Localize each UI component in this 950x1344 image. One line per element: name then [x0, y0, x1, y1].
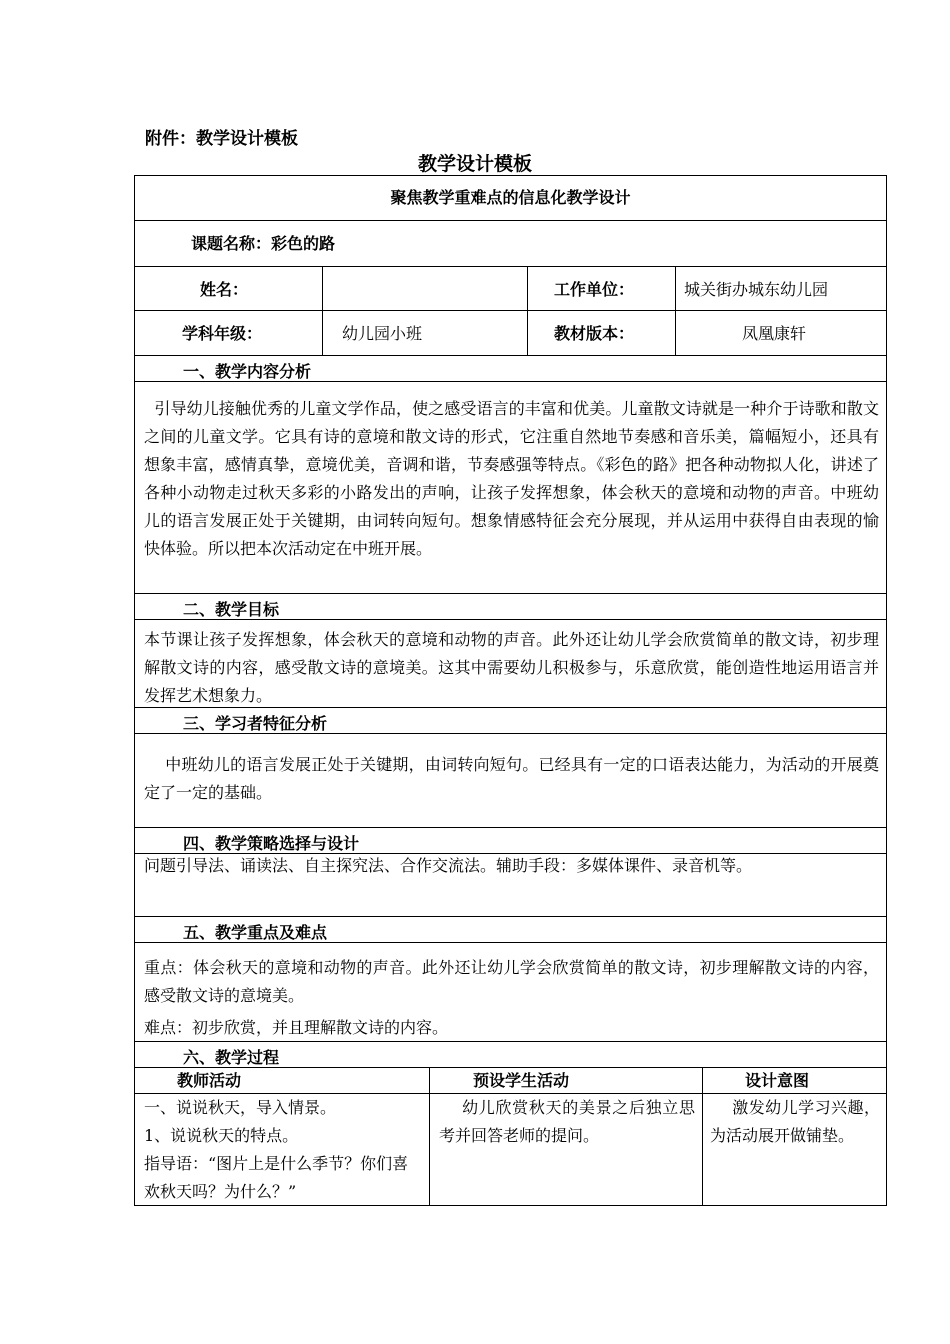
learner-analysis-text: 中班幼儿的语言发展正处于关键期，由词转向短句。已经具有一定的口语表达能力，为活动的开展奠定了一定的基础。: [144, 755, 879, 802]
table-header: 聚焦教学重难点的信息化教学设计: [390, 188, 631, 207]
section-title: 四、教学策略选择与设计: [183, 834, 360, 853]
design-intent-text: 激发幼儿学习兴趣，为活动展开做铺垫。: [710, 1098, 880, 1145]
textbook-value: 凤凰康轩: [742, 324, 807, 343]
column-divider: [675, 266, 676, 355]
section-title: 二、教学目标: [183, 600, 280, 619]
column-header-intent: 设计意图: [745, 1071, 810, 1090]
grade-label: 学科年级：: [182, 324, 263, 343]
work-unit-label: 工作单位：: [554, 280, 635, 299]
name-label: 姓名：: [200, 280, 249, 299]
grade-value: 幼儿园小班: [342, 324, 423, 343]
column-divider: [322, 266, 323, 355]
column-divider: [702, 1067, 703, 1206]
row-divider: [134, 266, 887, 267]
difficult-point-text: 难点：初步欣赏，并且理解散文诗的内容。: [144, 1018, 449, 1037]
key-point-text: 重点：体会秋天的意境和动物的声音。此外还让幼儿学会欣赏简单的散文诗，初步理解散文诗的内容，感受散文诗的意境美。: [144, 958, 879, 1005]
column-divider: [429, 1067, 430, 1206]
content-analysis-text: 引导幼儿接触优秀的儿童文学作品，使之感受语言的丰富和优美。儿童散文诗就是一种介于诗歌和散文之间的儿童文学。它具有诗的意境和散文诗的形式，它注重自然地节奏感和音乐美，篇幅短小，还具有想象丰富，感情真挚，意境优美，音调和谐，节奏感强等特点。《彩色的路》把各种动物拟人化，讲述了各种小动物走过秋天多彩的小路发出的声响，让孩子发挥想象，体会秋天的意境和动物的声音。中班幼儿的语言发展正处于关键期，由词转向短句。想象情感特征会充分展现，并从运用中获得自由表现的愉快体验。所以把本次活动定在中班开展。: [144, 399, 879, 558]
teacher-activity-text: 一、说说秋天，导入情景。 1、说说秋天的特点。 指导语：“图片上是什么季节？你们喜欢秋天吗？为什么？”: [144, 1098, 409, 1201]
textbook-label: 教材版本：: [554, 324, 635, 343]
attachment-label: 附件：教学设计模板: [145, 129, 298, 149]
row-divider: [134, 355, 887, 356]
row-divider: [134, 827, 887, 828]
row-divider: [134, 220, 887, 221]
section-title: 五、教学重点及难点: [183, 923, 328, 942]
row-divider: [134, 916, 887, 917]
row-divider: [134, 310, 887, 311]
work-unit-value: 城关街办城东幼儿园: [684, 280, 829, 299]
course-title: 课题名称：彩色的路: [191, 234, 336, 253]
column-header-teacher: 教师活动: [177, 1071, 242, 1090]
section-title: 三、学习者特征分析: [183, 714, 328, 733]
student-activity-text: 幼儿欣赏秋天的美景之后独立思考并回答老师的提问。: [439, 1098, 695, 1145]
strategy-text: 问题引导法、诵读法、自主探究法、合作交流法。辅助手段：多媒体课件、录音机等。: [144, 856, 753, 875]
column-header-student: 预设学生活动: [473, 1071, 570, 1090]
section-title: 六、教学过程: [183, 1048, 280, 1067]
row-divider: [134, 593, 887, 594]
column-divider: [527, 266, 528, 355]
section-title: 一、教学内容分析: [183, 362, 312, 381]
document-title: 教学设计模板: [417, 153, 532, 175]
objectives-text: 本节课让孩子发挥想象，体会秋天的意境和动物的声音。此外还让幼儿学会欣赏简单的散文诗，初步理解散文诗的内容，感受散文诗的意境美。这其中需要幼儿积极参与，乐意欣赏，能创造性地运用语言并发挥艺术想象力。: [144, 630, 879, 705]
